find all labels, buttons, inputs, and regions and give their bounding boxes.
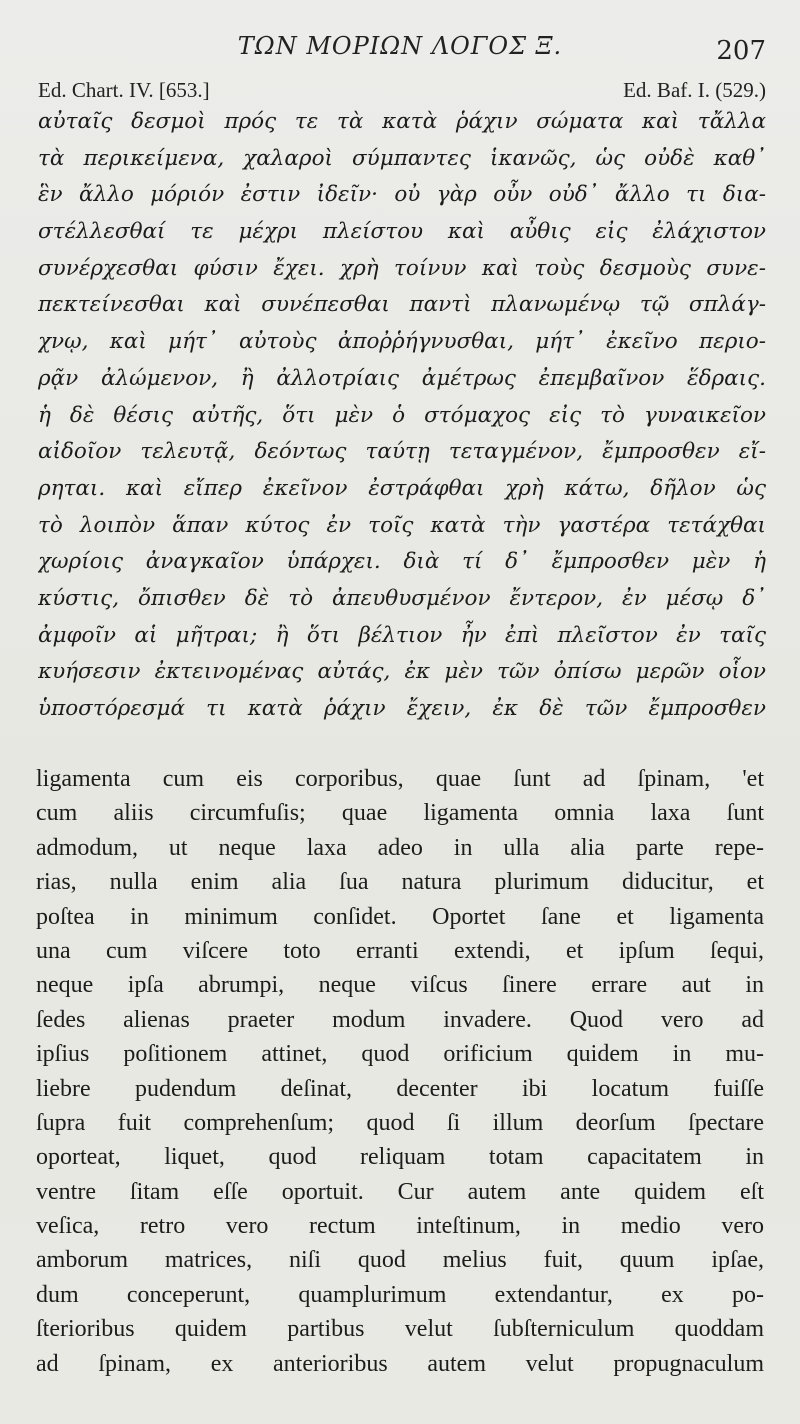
latin-line: oporteat, liquet, quod reliquam totam capacitatem in xyxy=(36,1144,764,1171)
edition-reference-line xyxy=(38,78,766,106)
latin-line: neque ipſa abrumpi, neque viſcus ſinere errare aut in xyxy=(36,972,764,999)
greek-line: συνέρχεσθαι φύσιν ἔχει. χρὴ τοίνυν καὶ τοὺς δεσμοὺς συνε- xyxy=(38,255,766,281)
greek-line: ἓν ἄλλο μόριόν ἐστιν ἰδεῖν· οὐ γὰρ οὖν οὐδ᾽ ἄλλο τι δια- xyxy=(38,182,766,208)
latin-line: admodum, ut neque laxa adeo in ulla alia parte repe- xyxy=(36,834,764,861)
greek-line: πεκτείνεσθαι καὶ συνέπεσθαι παντὶ πλανωμένῳ τῷ σπλάγ- xyxy=(38,292,766,318)
latin-line: ventre ſitam eſſe oportuit. Cur autem ante quidem eſt xyxy=(36,1178,764,1205)
running-title: ΤΩΝ ΜΟΡΙΩΝ ΛΟΓΟΣ Ξ. xyxy=(237,32,563,60)
greek-line: κύστις, ὄπισθεν δὲ τὸ ἀπευθυσμένον ἔντερον, ἐν μέσῳ δ᾽ xyxy=(38,585,766,611)
latin-line: ipſius poſitionem attinet, quod orificium quidem in mu- xyxy=(36,1041,764,1068)
greek-line: ἡ δὲ θέσις αὐτῆς, ὅτι μὲν ὁ στόμαχος εἰς τὸ γυναικεῖον xyxy=(38,402,766,428)
greek-line: τὰ περικείμενα, χαλαροὶ σύμπαντες ἱκανῶς, ὡς οὐδὲ καθ᾽ xyxy=(38,145,766,171)
latin-line: cum aliis circumfuſis; quae ligamenta omnia laxa ſunt xyxy=(36,800,764,827)
edition-chartier-ref: Ed. Chart. IV. [653.] xyxy=(38,78,210,102)
greek-line: χωρίοις ἀναγκαῖον ὑπάρχει. διὰ τί δ᾽ ἔμπροσθεν μὲν ἡ xyxy=(38,549,766,575)
latin-text-block xyxy=(36,762,764,1381)
latin-line: ad ſpinam, ex anterioribus autem velut propugnaculum xyxy=(36,1350,764,1377)
latin-line: ligamenta cum eis corporibus, quae ſunt ad ſpinam, 'et xyxy=(36,766,764,792)
edition-basel-ref: Ed. Baf. I. (529.) xyxy=(623,78,766,102)
page-number: 207 xyxy=(716,36,766,66)
latin-line: ſedes alienas praeter modum invadere. Quod vero ad xyxy=(36,1006,764,1033)
latin-line: rias, nulla enim alia ſua natura plurimum diducitur, et xyxy=(36,869,764,896)
greek-text-block xyxy=(38,104,766,728)
greek-line: στέλλεσθαί τε μέχρι πλείστου καὶ αὖθις εἰς ἐλάχιστον xyxy=(38,219,766,245)
greek-line: αὐταῖς δεσμοὶ πρός τε τὰ κατὰ ῥάχιν σώματα καὶ τἄλλα xyxy=(38,109,766,134)
latin-line: una cum viſcere toto erranti extendi, et ipſum ſequi, xyxy=(36,937,764,964)
greek-line: ἀμφοῖν αἱ μῆτραι; ἢ ὅτι βέλτιον ἦν ἐπὶ πλεῖστον ἐν ταῖς xyxy=(38,622,766,648)
latin-line: veſica, retro vero rectum inteſtinum, in medio vero xyxy=(36,1213,764,1240)
latin-line: poſtea in minimum conſidet. Oportet ſane et ligamenta xyxy=(36,903,764,930)
latin-line: liebre pudendum deſinat, decenter ibi locatum fuiſſe xyxy=(36,1075,764,1102)
greek-line: τὸ λοιπὸν ἅπαν κύτος ἐν τοῖς κατὰ τὴν γαστέρα τετάχθαι xyxy=(38,512,766,538)
greek-line: κυήσεσιν ἐκτεινομένας αὐτάς, ἐκ μὲν τῶν ὀπίσω μερῶν οἷον xyxy=(38,659,766,685)
page-header xyxy=(0,28,800,68)
latin-line: ſterioribus quidem partibus velut ſubſterniculum quoddam xyxy=(36,1316,764,1343)
greek-line: ρᾷν ἀλώμενον, ἢ ἀλλοτρίαις ἀμέτρως ἐπεμβαῖνον ἕδραις. xyxy=(38,365,766,391)
greek-line: ρηται. καὶ εἴπερ ἐκεῖνον ἐστράφθαι χρὴ κάτω, δῆλον ὡς xyxy=(38,475,766,501)
show-through-text xyxy=(60,702,750,724)
latin-line: dum conceperunt, quamplurimum extendantur, ex po- xyxy=(36,1281,764,1308)
greek-line: αἰδοῖον τελευτᾷ, δεόντως ταύτῃ τεταγμένον, ἔμπροσθεν εἴ- xyxy=(38,439,766,465)
greek-line: ὑποστόρεσμά τι κατὰ ῥάχιν ἔχειν, ἐκ δὲ τῶν ἔμπροσθεν xyxy=(38,696,766,721)
greek-line: χνῳ, καὶ μήτ᾽ αὐτοὺς ἀποῤῥήγνυσθαι, μήτ᾽ ἐκεῖνο περιο- xyxy=(38,329,766,355)
latin-line: ſupra fuit comprehenſum; quod ſi illum deorſum ſpectare xyxy=(36,1109,764,1136)
latin-line: amborum matrices, niſi quod melius fuit, quum ipſae, xyxy=(36,1247,764,1274)
